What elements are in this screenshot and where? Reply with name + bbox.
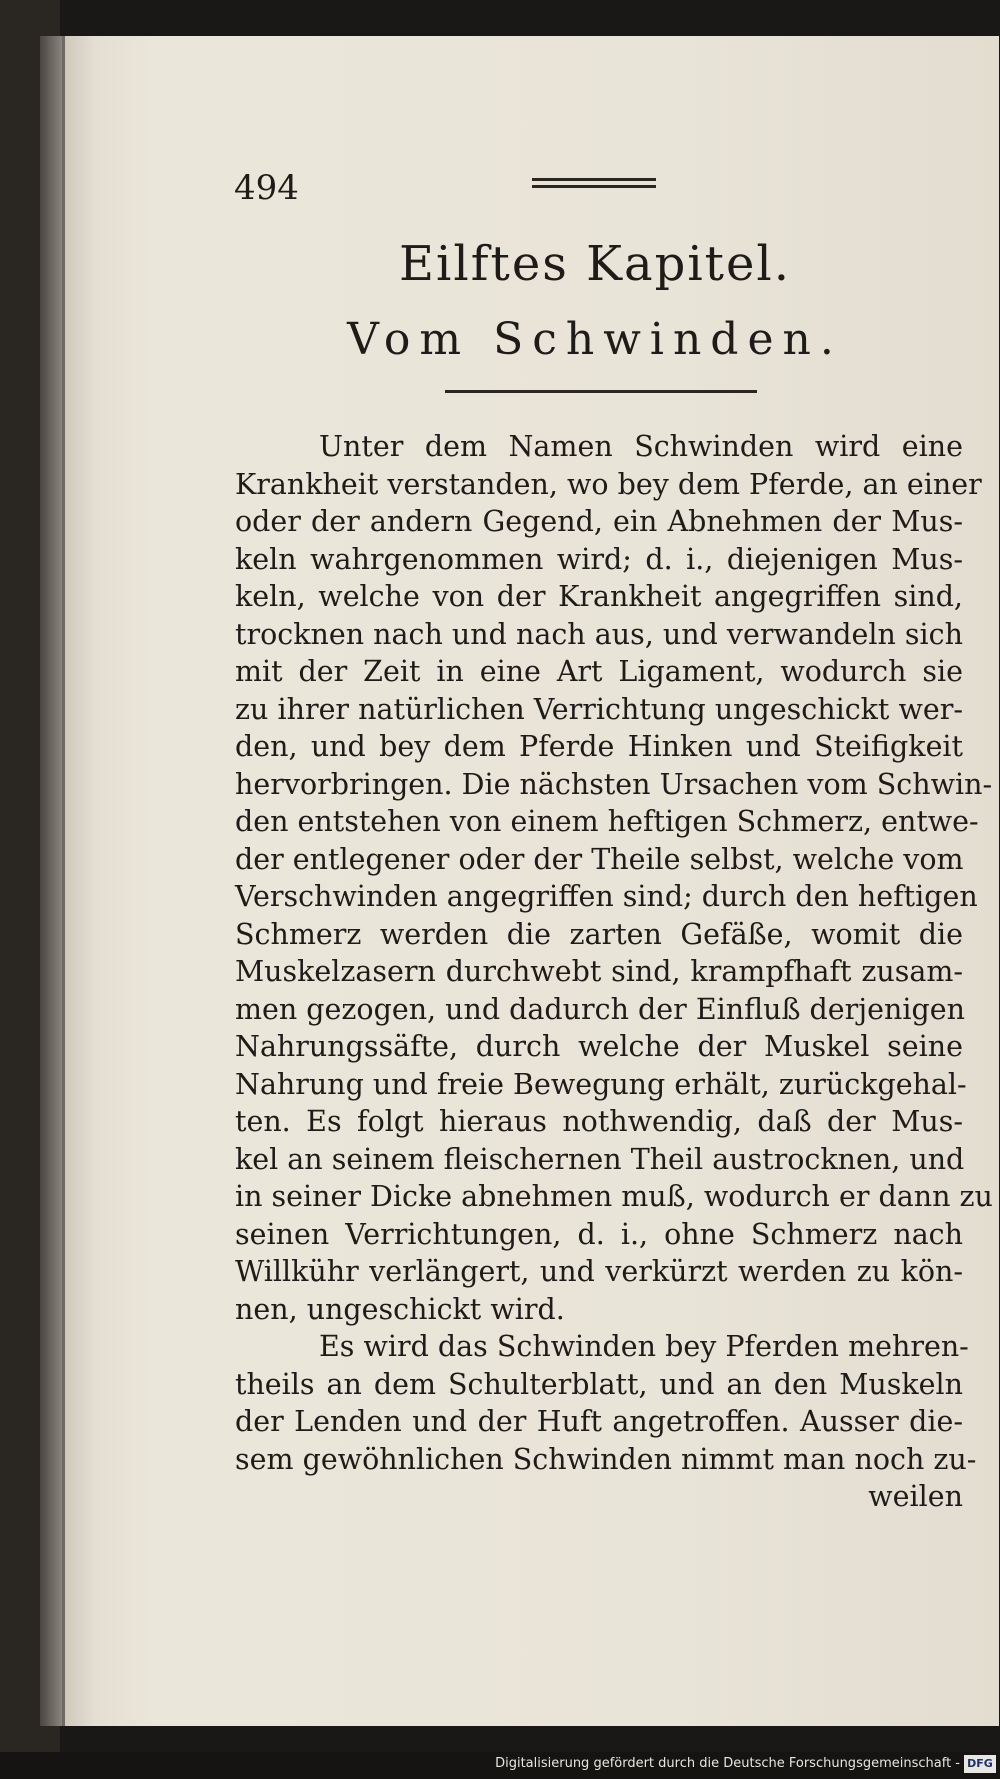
- text-line: Nahrung und freie Bewegung erhält, zurückgehal-: [235, 1067, 967, 1101]
- text-line: den, und bey dem Pferde Hinken und Steifigkeit: [235, 730, 963, 763]
- text-line: trocknen nach und nach aus, und verwandeln sich: [235, 617, 963, 651]
- dfg-logo: DFG: [964, 1755, 996, 1773]
- text-line: weilen: [868, 1480, 963, 1513]
- text-line: men gezogen, und dadurch der Einfluß derjenigen: [235, 992, 965, 1026]
- text-line: zu ihrer natürlichen Verrichtung ungeschickt wer-: [235, 692, 963, 726]
- text-line: nen, ungeschickt wird.: [235, 1292, 565, 1326]
- header-double-rule: [532, 178, 656, 190]
- funding-notice: Digitalisierung gefördert durch die Deutsche Forschungsgemeinschaft -: [495, 1756, 960, 1771]
- text-line: kel an seinem fleischernen Theil austrocknen, und: [235, 1142, 965, 1176]
- text-line: Verschwinden angegriffen sind; durch den heftigen: [235, 880, 978, 913]
- text-line: in seiner Dicke abnehmen muß, wodurch er dann zu: [235, 1180, 993, 1213]
- text-line: oder der andern Gegend, ein Abnehmen der Mus-: [235, 505, 963, 538]
- text-line: hervorbringen. Die nächsten Ursachen vom Schwin-: [235, 767, 993, 801]
- chapter-title: Eilftes Kapitel.: [399, 236, 791, 292]
- text-line: der Lenden und der Huft angetroffen. Ausser die-: [235, 1405, 963, 1438]
- text-line: mit der Zeit in eine Art Ligament, wodurch sie: [235, 655, 963, 688]
- page-edge: [40, 36, 62, 1726]
- text-line: Unter dem Namen Schwinden wird eine: [319, 430, 963, 463]
- text-line: Muskelzasern durchwebt sind, krampfhaft zusam-: [235, 955, 963, 988]
- text-line: der entlegener oder der Theile selbst, welche vom: [235, 842, 964, 876]
- text-line: Krankheit verstanden, wo bey dem Pferde, an einer: [235, 467, 982, 501]
- text-line: Schmerz werden die zarten Gefäße, womit die: [235, 917, 963, 951]
- text-line: seinen Verrichtungen, d. i., ohne Schmerz nach: [235, 1217, 963, 1251]
- text-line: sem gewöhnlichen Schwinden nimmt man noch zu-: [235, 1442, 977, 1476]
- text-line: Willkühr verlängert, und verkürzt werden zu kön-: [235, 1255, 963, 1288]
- page-number: 494: [234, 168, 299, 208]
- body-text: [235, 428, 993, 1516]
- text-line: keln, welche von der Krankheit angegriffen sind,: [235, 580, 963, 613]
- text-line: keln wahrgenommen wird; d. i., diejenigen Mus-: [235, 542, 963, 576]
- text-line: den entstehen von einem heftigen Schmerz, entwe-: [235, 805, 979, 838]
- section-rule: [445, 390, 757, 393]
- chapter-subtitle: Vom Schwinden.: [347, 314, 843, 365]
- text-line: Es wird das Schwinden bey Pferden mehren-: [319, 1330, 969, 1363]
- text-line: theils an dem Schulterblatt, und an den Muskeln: [235, 1367, 963, 1401]
- text-line: Nahrungssäfte, durch welche der Muskel seine: [235, 1030, 963, 1063]
- text-line: ten. Es folgt hieraus nothwendig, daß der Mus-: [235, 1105, 963, 1138]
